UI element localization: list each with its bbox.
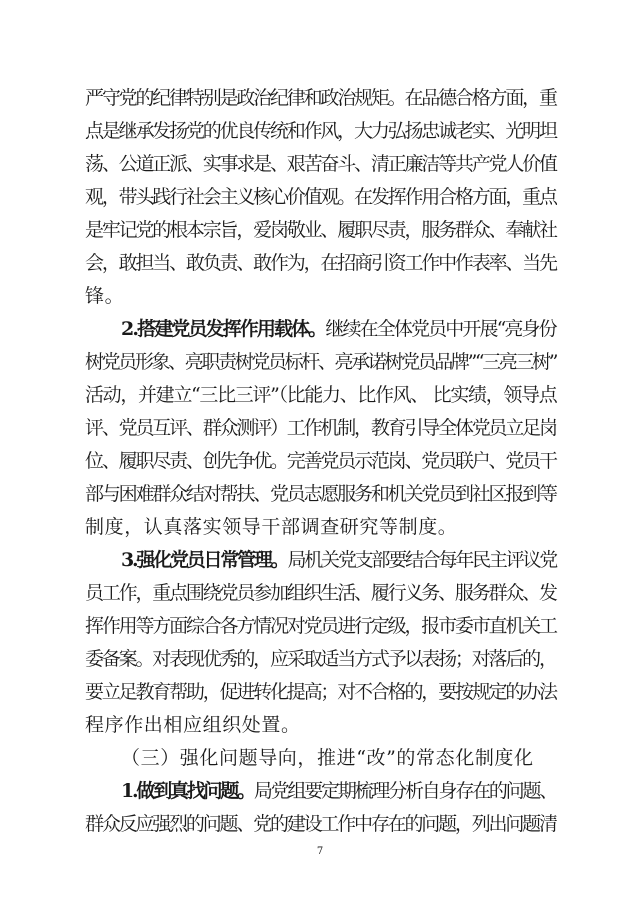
line-text: 程序作出相应组织处置。 bbox=[85, 714, 301, 736]
line-text: 锋。 bbox=[85, 285, 125, 307]
paragraph-line bbox=[85, 449, 556, 473]
line-text: 是牢记党的根本宗旨，爱岗敬业、履职尽责，服务群众、奉献社 bbox=[85, 219, 556, 241]
paragraph-line bbox=[85, 680, 556, 704]
paragraph-line bbox=[85, 581, 556, 605]
paragraph-line bbox=[85, 86, 556, 110]
line-text: 制度，认真落实领导干部调查研究等制度。 bbox=[85, 516, 458, 538]
line-text: 树党员形象、亮职责树党员标杆、亮承诺树党员品牌”“三亮三树” bbox=[85, 351, 557, 373]
paragraph-line bbox=[85, 251, 556, 275]
line-text: 挥作用等方面综合各方情况对党员进行定级，报市委市直机关工 bbox=[85, 615, 556, 637]
line-text: 部与困难群众结对帮扶、党员志愿服务和机关党员到社区报到等 bbox=[85, 483, 556, 505]
line-text: 严守党的纪律特别是政治纪律和政治规矩。在品德合格方面，重 bbox=[85, 87, 556, 109]
paragraph-line bbox=[85, 185, 556, 209]
paragraph-line bbox=[121, 779, 556, 803]
line-text: 继续在全体党员中开展“亮身份 bbox=[325, 318, 556, 340]
subsection-heading bbox=[121, 746, 534, 770]
paragraph-line bbox=[85, 713, 301, 737]
paragraph-line bbox=[85, 482, 556, 506]
paragraph-line bbox=[85, 119, 556, 143]
line-text: 局机关党支部要结合每年民主评议党 bbox=[287, 549, 557, 571]
paragraph-line bbox=[85, 218, 556, 242]
line-text: 点是继承发扬党的优良传统和作风，大力弘扬忠诚老实、光明坦 bbox=[85, 120, 556, 142]
line-text: 局党组要定期梳理分析自身存在的问题、 bbox=[253, 780, 557, 802]
section-heading: 1.做到真找问题。 bbox=[121, 780, 254, 802]
paragraph-line bbox=[85, 284, 124, 308]
paragraph-line bbox=[85, 515, 457, 539]
line-text: 委备案。对表现优秀的，应采取适当方式予以表扬；对落后的， bbox=[85, 648, 556, 670]
paragraph-line bbox=[85, 647, 556, 671]
paragraph-line bbox=[85, 812, 556, 836]
section-heading: 2.搭建党员发挥作用载体。 bbox=[121, 318, 326, 340]
paragraph-line bbox=[85, 383, 556, 407]
line-text: 要立足教育帮助，促进转化提高；对不合格的，要按规定的办法 bbox=[85, 681, 556, 703]
paragraph-line bbox=[121, 317, 556, 341]
line-text: 会，敢担当、敢负责、敢作为，在招商引资工作中作表率、当先 bbox=[85, 252, 556, 274]
paragraph-line bbox=[85, 350, 556, 374]
paragraph-line bbox=[85, 416, 556, 440]
line-text: 群众反应强烈的问题、党的建设工作中存在的问题，列出问题清 bbox=[85, 813, 556, 835]
line-text: 位、履职尽责、创先争优。完善党员示范岗、党员联户、党员干 bbox=[85, 450, 556, 472]
paragraph-line bbox=[121, 548, 556, 572]
line-text: 荡、公道正派、实事求是、艰苦奋斗、清正廉洁等共产党人价值 bbox=[85, 153, 556, 175]
page-number: 7 bbox=[316, 846, 324, 857]
line-text: 评、党员互评、群众测评）工作机制，教育引导全体党员立足岗 bbox=[85, 417, 556, 439]
paragraph-line bbox=[85, 614, 556, 638]
line-text: 员工作，重点围绕党员参加组织生活、履行义务、服务群众、发 bbox=[85, 582, 556, 604]
paragraph-line bbox=[85, 152, 556, 176]
line-text: 活动，并建立“三比三评”（比能力、比作风、 比实绩，领导点 bbox=[85, 384, 557, 406]
line-text: （三）强化问题导向，推进“改”的常态化制度化 bbox=[121, 747, 534, 769]
line-text: 观，带头践行社会主义核心价值观。在发挥作用合格方面，重点 bbox=[85, 186, 556, 208]
section-heading: 3.强化党员日常管理。 bbox=[121, 549, 288, 571]
